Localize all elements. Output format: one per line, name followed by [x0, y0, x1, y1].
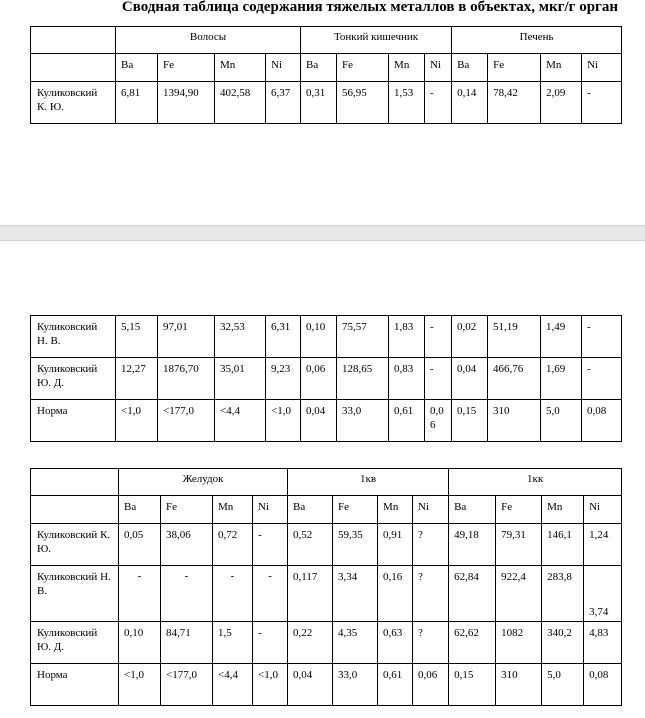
table-row: [31, 566, 622, 622]
group-header: Печень: [452, 27, 622, 54]
value-cell: <177,0: [161, 664, 213, 706]
metal-header: Fe: [158, 54, 215, 82]
metal-header: Fe: [161, 496, 213, 524]
metal-header: Mn: [541, 54, 582, 82]
value-cell: 0,91: [378, 524, 413, 566]
value-cell: 9,23: [266, 358, 301, 400]
value-cell: <4,4: [215, 400, 266, 442]
value-cell: 0,04: [288, 664, 333, 706]
value-cell: 0,61: [378, 664, 413, 706]
value-cell: 0,06: [425, 400, 452, 442]
group-header: 1кк: [449, 469, 622, 496]
value-cell: 6,31: [266, 316, 301, 358]
value-cell: 146,1: [542, 524, 584, 566]
value-cell: 1,49: [541, 316, 582, 358]
value-cell: 0,14: [452, 82, 488, 124]
table-row: [31, 316, 622, 358]
value-cell: 310: [488, 400, 541, 442]
value-cell: 1,5: [213, 622, 253, 664]
value-cell: 62,84: [449, 566, 496, 622]
value-cell: 1,69: [541, 358, 582, 400]
metal-header: Fe: [337, 54, 389, 82]
value-cell: -: [253, 622, 288, 664]
value-cell: 0,10: [301, 316, 337, 358]
value-cell: 38,06: [161, 524, 213, 566]
group-header: Тонкий кишечник: [301, 27, 452, 54]
value-cell: 84,71: [161, 622, 213, 664]
value-cell: 1,83: [389, 316, 425, 358]
value-cell: 0,15: [452, 400, 488, 442]
value-cell: 2,09: [541, 82, 582, 124]
value-cell: 1082: [496, 622, 542, 664]
value-cell: 78,42: [488, 82, 541, 124]
page-title: Сводная таблица содержания тяжелых металлов в объектах, мкг/г орган: [121, 0, 618, 15]
value-cell: 49,18: [449, 524, 496, 566]
corner-cell: [31, 27, 116, 54]
value-cell: 310: [496, 664, 542, 706]
value-cell: <177,0: [158, 400, 215, 442]
value-cell: <1,0: [116, 400, 158, 442]
row-label: Куликовский Ю. Д.: [31, 358, 116, 400]
metal-header: Mn: [215, 54, 266, 82]
row-label: Куликовский К. Ю.: [31, 524, 119, 566]
row-label: Куликовский Ю. Д.: [31, 622, 119, 664]
value-cell: 59,35: [333, 524, 378, 566]
value-cell: 922,4: [496, 566, 542, 622]
value-cell: 0,04: [452, 358, 488, 400]
value-cell: -: [253, 566, 288, 622]
value-cell: 0,16: [378, 566, 413, 622]
value-cell: 0,04: [301, 400, 337, 442]
value-cell: 6,81: [116, 82, 158, 124]
value-cell: 0,22: [288, 622, 333, 664]
table-row: [31, 400, 622, 442]
value-cell: 33,0: [337, 400, 389, 442]
value-cell: -: [425, 316, 452, 358]
metal-header: Ni: [425, 54, 452, 82]
value-cell: 0,02: [452, 316, 488, 358]
value-cell: 128,65: [337, 358, 389, 400]
value-cell: -: [425, 82, 452, 124]
value-cell: 0,08: [582, 400, 622, 442]
value-cell: 5,0: [541, 400, 582, 442]
value-cell: 0,83: [389, 358, 425, 400]
value-cell: 0,06: [301, 358, 337, 400]
value-cell: 466,76: [488, 358, 541, 400]
value-cell: 1,53: [389, 82, 425, 124]
metal-header: Fe: [488, 54, 541, 82]
value-cell: 97,01: [158, 316, 215, 358]
value-cell: 0,06: [413, 664, 449, 706]
table-row: [31, 358, 622, 400]
value-cell: -: [582, 82, 622, 124]
metal-header: Mn: [542, 496, 584, 524]
value-cell: <1,0: [266, 400, 301, 442]
value-cell: 62,62: [449, 622, 496, 664]
metal-header: Mn: [378, 496, 413, 524]
value-cell: 0,05: [119, 524, 161, 566]
metal-header: Fe: [333, 496, 378, 524]
value-cell: -: [213, 566, 253, 622]
value-cell: -: [582, 316, 622, 358]
corner-cell: [31, 469, 119, 496]
value-cell: -: [425, 358, 452, 400]
value-cell: -: [253, 524, 288, 566]
value-cell: 340,2: [542, 622, 584, 664]
metal-header: Ni: [584, 496, 622, 524]
value-cell: 79,31: [496, 524, 542, 566]
table-row: [31, 622, 622, 664]
value-cell: -: [119, 566, 161, 622]
value-cell: -: [161, 566, 213, 622]
metal-header: Fe: [496, 496, 542, 524]
value-cell: 1,24: [584, 524, 622, 566]
metal-header: Mn: [389, 54, 425, 82]
value-cell: 75,57: [337, 316, 389, 358]
row-label: Куликовский Н. В.: [31, 566, 119, 622]
metal-header: Ni: [253, 496, 288, 524]
value-cell: 0,15: [449, 664, 496, 706]
value-cell: 0,10: [119, 622, 161, 664]
group-header: Волосы: [116, 27, 301, 54]
value-cell: 0,52: [288, 524, 333, 566]
value-cell: <1,0: [253, 664, 288, 706]
value-cell: ?: [413, 622, 449, 664]
corner-cell: [31, 496, 119, 524]
value-cell: 0,61: [389, 400, 425, 442]
value-cell: 5,0: [542, 664, 584, 706]
row-label: Норма: [31, 664, 119, 706]
table-row: [31, 664, 622, 706]
value-cell: 6,37: [266, 82, 301, 124]
value-cell: ?: [413, 524, 449, 566]
metals-table-continuation: [30, 315, 622, 442]
metal-header: Mn: [213, 496, 253, 524]
value-cell: 0,63: [378, 622, 413, 664]
table-row: [31, 82, 622, 124]
value-cell: 35,01: [215, 358, 266, 400]
value-cell: 51,19: [488, 316, 541, 358]
metal-header: Ba: [119, 496, 161, 524]
metal-header: Ba: [449, 496, 496, 524]
row-label: Куликовский Н. В.: [31, 316, 116, 358]
value-cell: 3,34: [333, 566, 378, 622]
metal-header: Ba: [452, 54, 488, 82]
value-cell: 402,58: [215, 82, 266, 124]
metal-header: Ba: [288, 496, 333, 524]
value-cell: 4,35: [333, 622, 378, 664]
metal-header: Ni: [582, 54, 622, 82]
row-label: Куликовский К. Ю.: [31, 82, 116, 124]
value-cell: 32,53: [215, 316, 266, 358]
value-cell: 4,83: [584, 622, 622, 664]
metal-header: Ni: [266, 54, 301, 82]
value-cell: 0,117: [288, 566, 333, 622]
table-row: [31, 524, 622, 566]
value-cell: <4,4: [213, 664, 253, 706]
value-cell: <1,0: [119, 664, 161, 706]
group-header: 1кв: [288, 469, 449, 496]
metal-header: Ni: [413, 496, 449, 524]
metal-header: Ba: [301, 54, 337, 82]
value-cell: 0,31: [301, 82, 337, 124]
value-cell: 12,27: [116, 358, 158, 400]
group-header: Желудок: [119, 469, 288, 496]
metal-header: Ba: [116, 54, 158, 82]
value-cell: 1394,90: [158, 82, 215, 124]
value-cell: 0,08: [584, 664, 622, 706]
metals-table-hair-intestine-liver: [30, 26, 622, 124]
row-label: Норма: [31, 400, 116, 442]
value-cell: 5,15: [116, 316, 158, 358]
value-cell: ?: [413, 566, 449, 622]
value-cell: -: [582, 358, 622, 400]
value-cell: 3,74: [584, 566, 622, 622]
page-break: [0, 225, 645, 241]
metals-table-stomach-1kv-1kk: [30, 468, 622, 706]
value-cell: 56,95: [337, 82, 389, 124]
value-cell: 0,72: [213, 524, 253, 566]
value-cell: 283,8: [542, 566, 584, 622]
value-cell: 1876,70: [158, 358, 215, 400]
value-cell: 33,0: [333, 664, 378, 706]
corner-cell: [31, 54, 116, 82]
